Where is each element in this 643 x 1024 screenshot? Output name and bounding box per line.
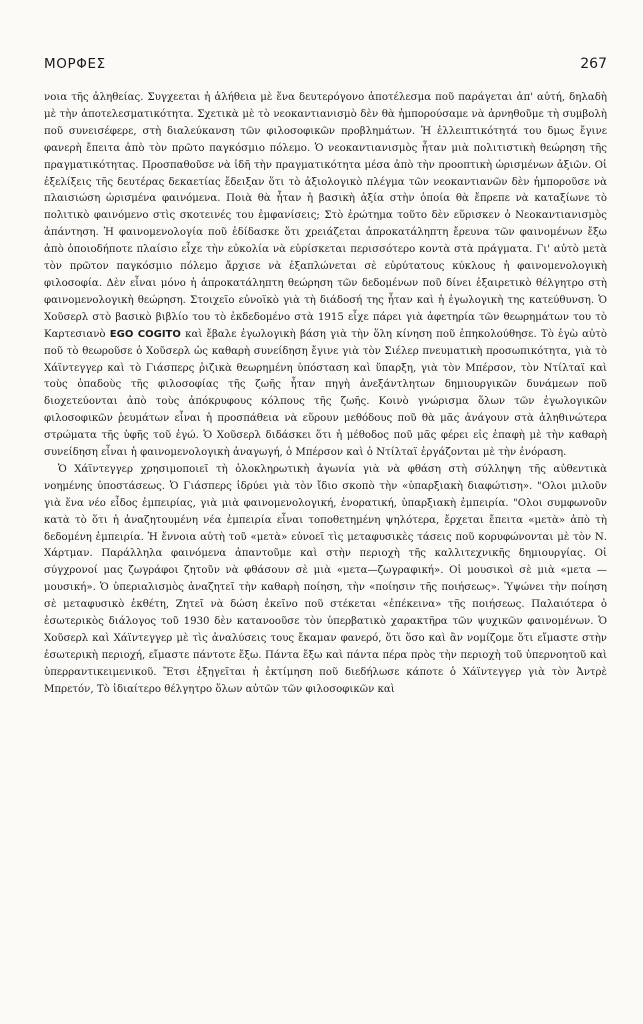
paragraph-1-text: νοια τῆς ἀληθείας. Συγχεεται ἡ ἀλήθεια μὲ ἕνα δευτερόγονο ἀποτέλεσμα ποῦ παράγεται ἀπ' αὐτή, δηλαδὴ μὲ τὴν ἀποτελεσματικότητα. Σχετικὰ μὲ τὸ νεοκαντιανισμὸ δὲν θὰ ἠμπορούσαμε νὰ ἀρνηθοῦμε τὴ συμβολὴ ποῦ συνεισέφερε, στὴ διαλεύκανση τῶν φιλοσοφικῶν προβλημάτων. Ἡ ἐλλειπτικότητά του δμως ἔγινε φανερὴ ἔπειτα ἀπὸ τὸν πρῶτο παγκόσμιο πόλεμο. Ὁ νεοκαντιανισμὸς ἦταν μιὰ πολιτιστικὴ θεώρηση τῆς πραγματικότητας. Προσπαθοῦσε νὰ ἰδῆ τὴν πραγματικότητα μέσα ἀπὸ τὴν προοπτικὴ ὡρισμένων ἀξιῶν. Οἱ ἐξελίξεις τῆς δευτέρας δεκαετίας ἔδειξαν ὅτι τὸ ἀξιολογικὸ πλέγμα τῶν νεοκαντιανῶν δὲν ἠμποροῦσε νὰ πλαισιώση ὡρισμένα φαινόμενα. Ποιὰ θὰ ἦταν ἡ βασικὴ ἀξία στὴν ὁποία θὰ ἔπρεπε νὰ καταξίωνε τὸ πολιτικὸ φαινόμενο στὶς σκοτεινές του ἐμφανίσεις; Στὸ ἐρώτημα τοῦτο δὲν εὕρισκεν ὁ Νεοκαντιανισμὸς ἀπάντηση. Ἡ φαινομενολογία ποῦ ἐδίδασκε ὅτι χρειάζεται ἀπροκατάληπτη ἔρευνα τῶν φαινομένων ἔξω ἀπὸ ὁποιοδήποτε πλαίσιο εἶχε τὴν εὐκολία νὰ εὑρίσκεται περισσότερο κοντὰ στὰ πράγματα. Γι' αὐτὸ μετὰ τὸν πρῶτον παγκόσμιο πόλεμο ἄρχισε νὰ ἐξαπλώνεται σὲ εὐρύτατους κύκλους ἡ φαινομενολογικὴ φιλοσοφία. Δὲν εἶναι μόνο ἡ ἀπροκατάληπτη θεώρηση τῶν δεδομένων ποῦ δίνει ἐξαιρετικὸ θέλγητρο στὴ φαινομενολογικὴ θεώρηση. Στοιχεῖο εὐνοϊκὸ γιὰ τὴ διάδοσή της ἦταν καὶ ἡ ἐγωλογικὴ της κατεύθυνση. Ὁ Χοῦσερλ στὸ βασικὸ βιβλίο του τὸ ἐκδεδομένο στὰ 1915 εἶχε πάρει γιὰ ἀφετηρία τῶν θεωρημάτων του τὸ Καρτεσιανὸ: [44, 92, 607, 340]
body-text: [44, 90, 607, 699]
paragraph-1-continuation: καὶ ἔβαλε ἐγωλογικὴ βάση γιὰ τὴν ὅλη κίνηση ποῦ ἐπηκολούθησε. Τὸ ἐγὼ αὐτὸ ποῦ τὸ θεωροῦσε ὁ Χοῦσερλ ὡς καθαρὴ συνείδηση ἔγινε γιὰ τὸν Σιέλερ πνευματικὴ προσωπικότητα, γιὰ τὸ Χάϊντεγγερ καὶ τὸ Γιάσπερς ῥιζικὰ θεωρημένη ὑπόσταση καὶ ὕπαρξη, γιὰ τὸν Μπέρσον, τὸν Ντίλταϊ καὶ τοὺς ὀπαδοὺς τῆς φιλοσοφίας τῆς ζωῆς ἦταν πηγὴ ἀνεξάντλητων δημιουργικῶν δυνάμεων ποῦ διοχετεύονται ἀπὸ τοὺς ἀπόκρυφους κόλπους τῆς ζωῆς. Κοινὸ γνώρισμα ὅλων τῶν ἐγωλογικῶν φιλοσοφικῶν ῥευμάτων εἶναι ἡ προσπάθεια νὰ εὕρουν μεθόδους ποῦ θὰ μᾶς ἀνάγουν στὰ ἀληθινώτερα στρώματα τῆς ὑφῆς τοῦ ἐγώ. Ὁ Χοῦσερλ διδάσκει ὅτι ἡ μέθοδος ποῦ μᾶς φέρει εἰς ἐπαφὴ μὲ τὴν καθαρὴ συνείδηση εἶναι ἡ φαινομενολογικὴ ἀναγωγή, ὁ Μπέρσον καὶ ὁ Ντίλταϊ ἐργάζονται μὲ τὴν ἐνόραση.: [44, 328, 607, 459]
page-number: 267: [580, 56, 607, 72]
ego-cogito-phrase: EGO COGITO: [109, 328, 181, 340]
page-header: [44, 56, 607, 72]
running-head: ΜΟΡΦΕΣ: [44, 56, 106, 72]
paragraph-1: [44, 90, 607, 462]
paragraph-2: Ὁ Χάϊντεγγερ χρησιμοποιεῖ τὴ ὁλοκληρωτικὴ ἀγωνία γιὰ νὰ φθάση στὴ σύλληψη τῆς αὐθεντικὰ νοημένης ὑποστάσεως. Ὁ Γιάσπερς ἱδρύει γιὰ τὸν ἴδιο σκοπὸ τὴν «ὑπαρξιακὴ διαφώτιση». "Ολοι μιλοῦν γιὰ ἕνα νέο εἶδος ἐμπειρίας, γιὰ μιὰ φαινομενολογική, ἐνορατική, ὑπαρξιακὴ ἐμπειρία. "Ολοι συμφωνοῦν κατὰ τὸ ὅτι ἡ ἀναζητουμένη νέα ἐμπειρία εἶναι τοποθετημένη ψηλότερα, ἔρχεται ἔπειτα «μετὰ» ἀπὸ τὴ δεδομένη ἐμπειρία. Ἡ ἔννοια αὐτὴ τοῦ «μετὰ» εὐνοεῖ τὶς μεταφυσικὲς τάσεις ποῦ κορυφώνονται μὲ τὸν Ν. Χάρτμαν. Παράλληλα φαινόμενα ἀπαντοῦμε καὶ στὴν περιοχὴ τῆς καλλιτεχνικῆς δημιουργίας. Οἱ σύγχρονοί μας ζωγράφοι ζητοῦν νὰ φθάσουν σὲ μιὰ «μετα—ζωγραφική». Οἱ μουσικοὶ σὲ μιὰ «μετα — μουσική». Ὁ ὑπεριαλισμὸς ἀναζητεῖ τὴν καθαρὴ ποίηση, τὴν «ποίησιν τῆς ποιήσεως». Ὑψώνει τὴν ποίηση σὲ μεταφυσικὸ ἐκθέτη, Ζητεῖ νὰ δώση ἐκεῖνο ποῦ στέκεται «ἐπέκεινα» τῆς ποιήσεως. Παλαιότερα ὁ ἐσωτερικὸς διάλογος τοῦ 1930 δὲν κατανοοῦσε τὸν ὑπερβατικὸ χαρακτῆρα τῶν ψυχικῶν φαινομένων. Ὁ Χοῦσερλ καὶ Χάϊντεγγερ μὲ τὶς ἀναλύσεις τους ἔκαμαν φανερό, ὅτι ὅσο καὶ ἂν νομίζομε ὅτι εἴμαστε στὴν ἐσωτερικὴ περιοχή, εἴμαστε πάντοτε ἔξω. Πάντα ἔξω καὶ πάντα πέρα πρὸς τὴν περιοχὴ τοῦ ὑπερνοητοῦ καὶ ὑπερραντικειμενικοῦ. Ἔτσι ἐξηγεῖται ἡ ἐκτίμηση ποῦ διεδήλωσε κάποτε ὁ Χάϊντεγγερ γιὰ τὸν Ἀντρὲ Μπρετόν, Τὸ ἰδιαίτερο θέλγητρο ὅλων αὐτῶν τῶν φιλοσοφικῶν καὶ: [44, 463, 607, 695]
